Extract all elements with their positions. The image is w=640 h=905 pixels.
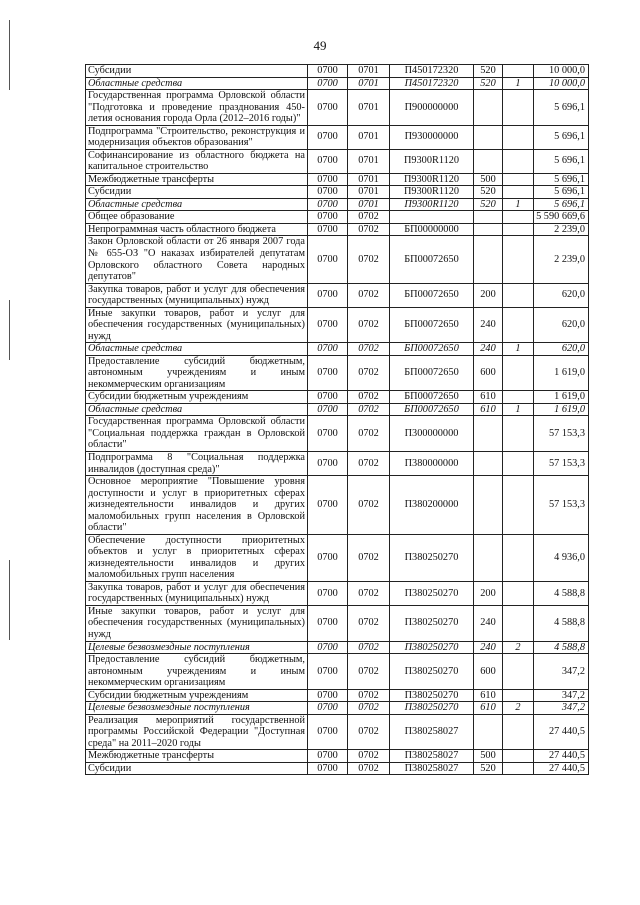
table-row	[86, 307, 589, 343]
expense-type-cell	[474, 476, 503, 535]
amount-cell: 5 696,1	[534, 173, 589, 186]
target-article-cell: П380250270	[390, 581, 474, 605]
section-code-cell: 0700	[308, 65, 348, 78]
amount-cell: 5 696,1	[534, 149, 589, 173]
row-name-cell: Государственная программа Орловской области "Подготовка и проведение празднования 450-летия основания города Орла (2012–2016 годы)"	[86, 90, 308, 126]
expense-type-cell	[474, 149, 503, 173]
row-name-cell: Субсидии	[86, 186, 308, 199]
funding-source-cell: 1	[503, 403, 534, 416]
funding-source-cell: 2	[503, 641, 534, 654]
row-name-cell: Основное мероприятие "Повышение уровня доступности и услуг в приоритетных сферах жизнедеятельности инвалидов и других маломобильных групп населения в Орловской области"	[86, 476, 308, 535]
expense-type-cell: 200	[474, 581, 503, 605]
scan-edge-mark	[9, 300, 10, 360]
funding-source-cell	[503, 211, 534, 224]
table-row	[86, 77, 589, 90]
subsection-code-cell: 0702	[348, 654, 390, 690]
target-article-cell: П380000000	[390, 452, 474, 476]
amount-cell: 347,2	[534, 702, 589, 715]
subsection-code-cell: 0701	[348, 198, 390, 211]
target-article-cell: П380250270	[390, 689, 474, 702]
section-code-cell: 0700	[308, 581, 348, 605]
row-name-cell: Закон Орловской области от 26 января 2007 года № 655-ОЗ "О наказах избирателей депутатам Орловского областного Совета народных депутатов"	[86, 236, 308, 283]
target-article-cell: П450172320	[390, 77, 474, 90]
page-number: 49	[313, 38, 327, 53]
target-article-cell: БП00072650	[390, 355, 474, 391]
funding-source-cell	[503, 186, 534, 199]
expense-type-cell: 500	[474, 750, 503, 763]
target-article-cell: БП00072650	[390, 283, 474, 307]
expense-type-cell: 520	[474, 186, 503, 199]
subsection-code-cell: 0702	[348, 343, 390, 356]
subsection-code-cell: 0702	[348, 452, 390, 476]
expense-type-cell	[474, 125, 503, 149]
table-row	[86, 211, 589, 224]
table-row	[86, 343, 589, 356]
target-article-cell: П380258027	[390, 762, 474, 775]
subsection-code-cell: 0702	[348, 689, 390, 702]
expense-type-cell: 610	[474, 391, 503, 404]
amount-cell: 57 153,3	[534, 452, 589, 476]
table-row	[86, 476, 589, 535]
funding-source-cell	[503, 605, 534, 641]
target-article-cell: БП00000000	[390, 223, 474, 236]
section-code-cell: 0700	[308, 605, 348, 641]
funding-source-cell	[503, 762, 534, 775]
subsection-code-cell: 0702	[348, 236, 390, 283]
row-name-cell: Областные средства	[86, 343, 308, 356]
row-name-cell: Субсидии бюджетным учреждениям	[86, 689, 308, 702]
amount-cell: 27 440,5	[534, 714, 589, 750]
table-row	[86, 750, 589, 763]
row-name-cell: Областные средства	[86, 403, 308, 416]
subsection-code-cell: 0701	[348, 149, 390, 173]
subsection-code-cell: 0701	[348, 186, 390, 199]
expense-type-cell	[474, 452, 503, 476]
expense-type-cell: 610	[474, 689, 503, 702]
target-article-cell: БП00072650	[390, 236, 474, 283]
scan-edge-mark	[9, 20, 10, 90]
section-code-cell: 0700	[308, 173, 348, 186]
target-article-cell: П380250270	[390, 605, 474, 641]
table-row	[86, 198, 589, 211]
amount-cell: 5 696,1	[534, 186, 589, 199]
row-name-cell: Областные средства	[86, 198, 308, 211]
section-code-cell: 0700	[308, 343, 348, 356]
expense-type-cell: 600	[474, 654, 503, 690]
target-article-cell: П380258027	[390, 750, 474, 763]
target-article-cell: П450172320	[390, 65, 474, 78]
amount-cell: 2 239,0	[534, 236, 589, 283]
subsection-code-cell: 0702	[348, 702, 390, 715]
table-row	[86, 236, 589, 283]
expense-type-cell: 520	[474, 198, 503, 211]
row-name-cell: Межбюджетные трансферты	[86, 173, 308, 186]
funding-source-cell: 2	[503, 702, 534, 715]
subsection-code-cell: 0702	[348, 307, 390, 343]
amount-cell: 5 696,1	[534, 125, 589, 149]
section-code-cell: 0700	[308, 307, 348, 343]
table-row	[86, 452, 589, 476]
table-row	[86, 416, 589, 452]
subsection-code-cell: 0702	[348, 762, 390, 775]
subsection-code-cell: 0702	[348, 416, 390, 452]
target-article-cell: П900000000	[390, 90, 474, 126]
section-code-cell: 0700	[308, 149, 348, 173]
subsection-code-cell: 0702	[348, 403, 390, 416]
subsection-code-cell: 0702	[348, 476, 390, 535]
row-name-cell: Закупка товаров, работ и услуг для обеспечения государственных (муниципальных) нужд	[86, 581, 308, 605]
amount-cell: 4 588,8	[534, 605, 589, 641]
target-article-cell	[390, 211, 474, 224]
funding-source-cell	[503, 65, 534, 78]
funding-source-cell	[503, 283, 534, 307]
row-name-cell: Иные закупки товаров, работ и услуг для обеспечения государственных (муниципальных) нужд	[86, 605, 308, 641]
section-code-cell: 0700	[308, 476, 348, 535]
funding-source-cell	[503, 173, 534, 186]
amount-cell: 27 440,5	[534, 750, 589, 763]
funding-source-cell: 1	[503, 77, 534, 90]
target-article-cell: БП00072650	[390, 391, 474, 404]
section-code-cell: 0700	[308, 223, 348, 236]
subsection-code-cell: 0701	[348, 125, 390, 149]
target-article-cell: П380250270	[390, 702, 474, 715]
row-name-cell: Закупка товаров, работ и услуг для обеспечения государственных (муниципальных) нужд	[86, 283, 308, 307]
expense-type-cell: 240	[474, 307, 503, 343]
table-row	[86, 403, 589, 416]
funding-source-cell: 1	[503, 343, 534, 356]
table-row	[86, 605, 589, 641]
row-name-cell: Предоставление субсидий бюджетным, автономным учреждениям и иным некоммерческим организациям	[86, 654, 308, 690]
table-row	[86, 90, 589, 126]
expense-type-cell: 610	[474, 403, 503, 416]
amount-cell: 4 936,0	[534, 534, 589, 581]
funding-source-cell	[503, 223, 534, 236]
amount-cell: 5 696,1	[534, 198, 589, 211]
subsection-code-cell: 0701	[348, 77, 390, 90]
funding-source-cell	[503, 416, 534, 452]
subsection-code-cell: 0702	[348, 355, 390, 391]
budget-table-body	[86, 65, 589, 775]
row-name-cell: Непрограммная часть областного бюджета	[86, 223, 308, 236]
section-code-cell: 0700	[308, 641, 348, 654]
target-article-cell: БП00072650	[390, 403, 474, 416]
funding-source-cell	[503, 125, 534, 149]
funding-source-cell	[503, 90, 534, 126]
section-code-cell: 0700	[308, 186, 348, 199]
expense-type-cell	[474, 714, 503, 750]
row-name-cell: Общее образование	[86, 211, 308, 224]
table-row	[86, 186, 589, 199]
table-row	[86, 391, 589, 404]
amount-cell: 27 440,5	[534, 762, 589, 775]
section-code-cell: 0700	[308, 236, 348, 283]
subsection-code-cell: 0702	[348, 714, 390, 750]
row-name-cell: Субсидии	[86, 65, 308, 78]
row-name-cell: Субсидии бюджетным учреждениям	[86, 391, 308, 404]
section-code-cell: 0700	[308, 283, 348, 307]
section-code-cell: 0700	[308, 714, 348, 750]
subsection-code-cell: 0702	[348, 605, 390, 641]
row-name-cell: Субсидии	[86, 762, 308, 775]
amount-cell: 4 588,8	[534, 641, 589, 654]
section-code-cell: 0700	[308, 689, 348, 702]
section-code-cell: 0700	[308, 416, 348, 452]
funding-source-cell	[503, 236, 534, 283]
row-name-cell: Межбюджетные трансферты	[86, 750, 308, 763]
subsection-code-cell: 0702	[348, 534, 390, 581]
subsection-code-cell: 0702	[348, 641, 390, 654]
amount-cell: 1 619,0	[534, 403, 589, 416]
target-article-cell: П380258027	[390, 714, 474, 750]
funding-source-cell	[503, 689, 534, 702]
funding-source-cell: 1	[503, 198, 534, 211]
amount-cell: 620,0	[534, 283, 589, 307]
section-code-cell: 0700	[308, 702, 348, 715]
section-code-cell: 0700	[308, 198, 348, 211]
funding-source-cell	[503, 307, 534, 343]
row-name-cell: Обеспечение доступности приоритетных объектов и услуг в приоритетных сферах жизнедеятельности инвалидов и других маломобильных групп населения	[86, 534, 308, 581]
subsection-code-cell: 0701	[348, 90, 390, 126]
amount-cell: 5 696,1	[534, 90, 589, 126]
target-article-cell: П300000000	[390, 416, 474, 452]
amount-cell: 10 000,0	[534, 77, 589, 90]
section-code-cell: 0700	[308, 654, 348, 690]
target-article-cell: БП00072650	[390, 307, 474, 343]
funding-source-cell	[503, 654, 534, 690]
section-code-cell: 0700	[308, 391, 348, 404]
subsection-code-cell: 0702	[348, 283, 390, 307]
expense-type-cell	[474, 416, 503, 452]
target-article-cell: БП00072650	[390, 343, 474, 356]
expense-type-cell	[474, 223, 503, 236]
funding-source-cell	[503, 534, 534, 581]
table-row	[86, 355, 589, 391]
amount-cell: 1 619,0	[534, 391, 589, 404]
section-code-cell: 0700	[308, 125, 348, 149]
funding-source-cell	[503, 714, 534, 750]
subsection-code-cell: 0701	[348, 65, 390, 78]
amount-cell: 620,0	[534, 343, 589, 356]
table-row	[86, 641, 589, 654]
section-code-cell: 0700	[308, 77, 348, 90]
amount-cell: 347,2	[534, 654, 589, 690]
subsection-code-cell: 0701	[348, 173, 390, 186]
scan-edge-mark	[9, 560, 10, 640]
row-name-cell: Подпрограмма 8 "Социальная поддержка инвалидов (доступная среда)"	[86, 452, 308, 476]
row-name-cell: Целевые безвозмездные поступления	[86, 702, 308, 715]
section-code-cell: 0700	[308, 452, 348, 476]
subsection-code-cell: 0702	[348, 223, 390, 236]
expense-type-cell: 520	[474, 77, 503, 90]
target-article-cell: П380250270	[390, 654, 474, 690]
funding-source-cell	[503, 452, 534, 476]
section-code-cell: 0700	[308, 534, 348, 581]
funding-source-cell	[503, 149, 534, 173]
target-article-cell: П380250270	[390, 641, 474, 654]
row-name-cell: Софинансирование из областного бюджета на капитальное строительство	[86, 149, 308, 173]
amount-cell: 57 153,3	[534, 416, 589, 452]
section-code-cell: 0700	[308, 403, 348, 416]
funding-source-cell	[503, 581, 534, 605]
row-name-cell: Реализация мероприятий государственной программы Российской Федерации "Доступная среда" на 2011–2020 годы	[86, 714, 308, 750]
amount-cell: 5 590 669,6	[534, 211, 589, 224]
amount-cell: 10 000,0	[534, 65, 589, 78]
target-article-cell: П380200000	[390, 476, 474, 535]
subsection-code-cell: 0702	[348, 581, 390, 605]
expense-type-cell: 520	[474, 65, 503, 78]
table-row	[86, 702, 589, 715]
row-name-cell: Иные закупки товаров, работ и услуг для обеспечения государственных (муниципальных) нужд	[86, 307, 308, 343]
expense-type-cell: 520	[474, 762, 503, 775]
target-article-cell: П9300R1120	[390, 186, 474, 199]
table-row	[86, 125, 589, 149]
table-row	[86, 223, 589, 236]
amount-cell: 1 619,0	[534, 355, 589, 391]
funding-source-cell	[503, 476, 534, 535]
table-row	[86, 534, 589, 581]
expense-type-cell: 200	[474, 283, 503, 307]
section-code-cell: 0700	[308, 90, 348, 126]
table-row	[86, 654, 589, 690]
table-row	[86, 149, 589, 173]
amount-cell: 620,0	[534, 307, 589, 343]
section-code-cell: 0700	[308, 355, 348, 391]
section-code-cell: 0700	[308, 750, 348, 763]
subsection-code-cell: 0702	[348, 750, 390, 763]
table-row	[86, 714, 589, 750]
section-code-cell: 0700	[308, 762, 348, 775]
budget-table	[85, 64, 589, 775]
table-row	[86, 173, 589, 186]
expense-type-cell	[474, 90, 503, 126]
table-row	[86, 762, 589, 775]
subsection-code-cell: 0702	[348, 391, 390, 404]
expense-type-cell: 610	[474, 702, 503, 715]
expense-type-cell: 240	[474, 641, 503, 654]
row-name-cell: Областные средства	[86, 77, 308, 90]
expense-type-cell: 240	[474, 343, 503, 356]
amount-cell: 57 153,3	[534, 476, 589, 535]
target-article-cell: П9300R1120	[390, 173, 474, 186]
row-name-cell: Подпрограмма "Строительство, реконструкция и модернизация объектов образования"	[86, 125, 308, 149]
expense-type-cell	[474, 211, 503, 224]
amount-cell: 347,2	[534, 689, 589, 702]
table-row	[86, 581, 589, 605]
row-name-cell: Предоставление субсидий бюджетным, автономным учреждениям и иным некоммерческим организациям	[86, 355, 308, 391]
row-name-cell: Целевые безвозмездные поступления	[86, 641, 308, 654]
table-row	[86, 283, 589, 307]
table-row	[86, 689, 589, 702]
row-name-cell: Государственная программа Орловской области "Социальная поддержка граждан в Орловской области"	[86, 416, 308, 452]
funding-source-cell	[503, 750, 534, 763]
expense-type-cell	[474, 534, 503, 581]
subsection-code-cell: 0702	[348, 211, 390, 224]
target-article-cell: П930000000	[390, 125, 474, 149]
amount-cell: 2 239,0	[534, 223, 589, 236]
expense-type-cell: 500	[474, 173, 503, 186]
amount-cell: 4 588,8	[534, 581, 589, 605]
funding-source-cell	[503, 391, 534, 404]
table-row	[86, 65, 589, 78]
expense-type-cell: 240	[474, 605, 503, 641]
section-code-cell: 0700	[308, 211, 348, 224]
expense-type-cell	[474, 236, 503, 283]
target-article-cell: П380250270	[390, 534, 474, 581]
funding-source-cell	[503, 355, 534, 391]
expense-type-cell: 600	[474, 355, 503, 391]
budget-table-container	[85, 64, 588, 775]
target-article-cell: П9300R1120	[390, 198, 474, 211]
target-article-cell: П9300R1120	[390, 149, 474, 173]
